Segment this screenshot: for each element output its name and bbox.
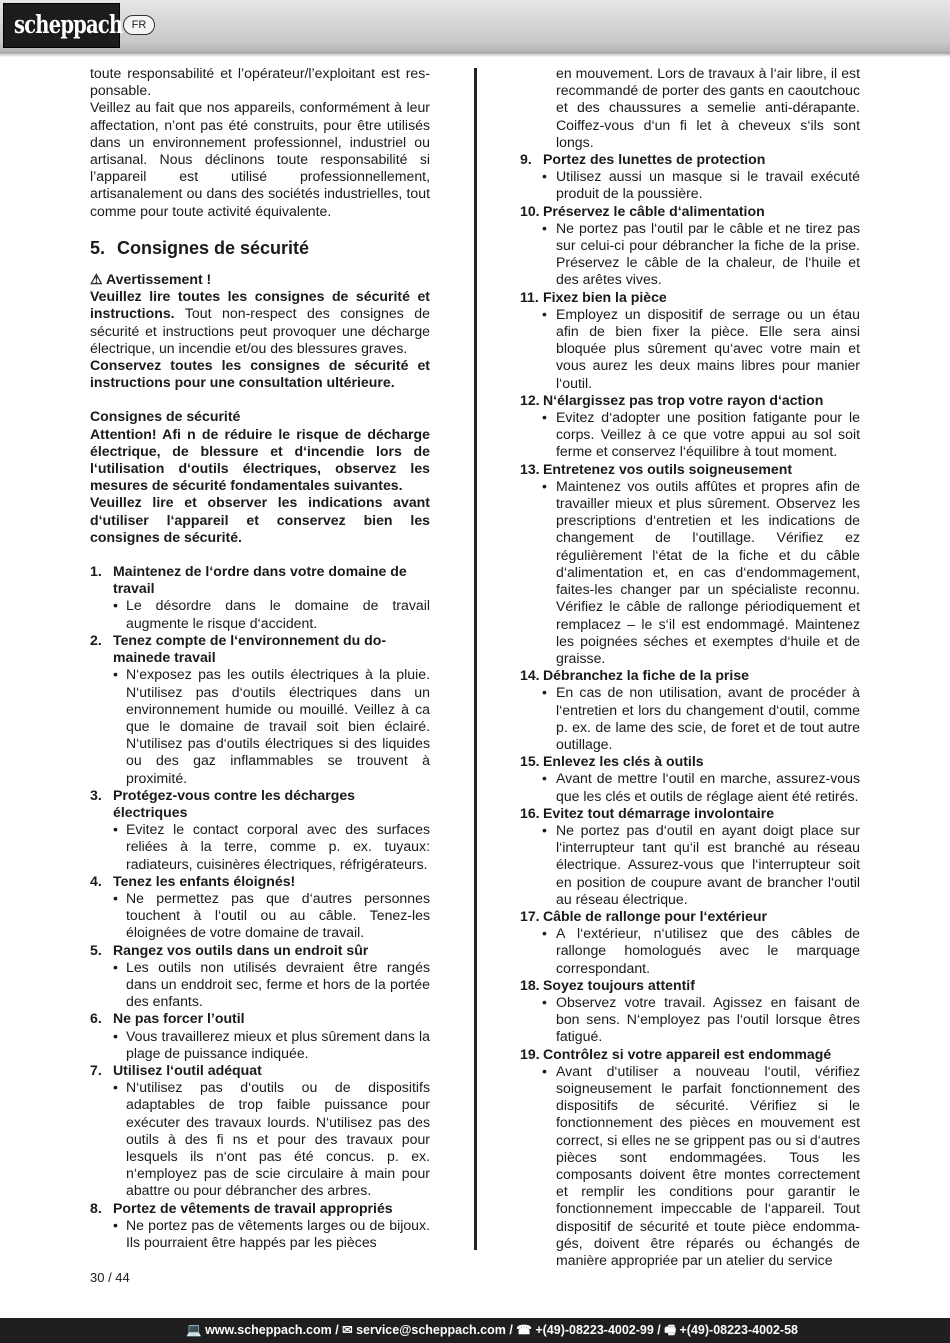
- language-badge: FR: [123, 15, 155, 35]
- safety-item-heading: 14. Débranchez la fiche de la prise: [520, 667, 750, 684]
- safety-item-bullet: • N‘exposez pas les outils électriques à la pluie. N‘utilisez pas d‘outils électriques dans un environnement humide ou mouillé. Veillez à ca que le domaine de travail soit bien éclairé. N‘utilisez pas d‘outils électriques si des liquides ou des gaz inflammables se trouvent à proximité.: [113, 666, 430, 786]
- continued-text: en mouvement. Lors de travaux à l‘air libre, il est recommandé de porter des gants en caoutchouc et des chaussures a semelie anti-dérapante. Coiffez-vous d‘un fi let à cheveux s‘ils sont longs.: [556, 65, 860, 150]
- safety-item-heading: 5. Rangez vos outils dans un endroit sûr: [90, 941, 369, 958]
- safety-item-bullet: • Ne portez pas de vêtements larges ou de bijoux. Ils pourraient être happés par les pièces: [113, 1216, 430, 1250]
- footer-contact: 💻 www.scheppach.com / ✉ service@scheppach.com / ☎ +(49)-08223-4002-99 / 🖷 +(49)-08223-4002-58: [186, 1323, 798, 1337]
- warning-text: Veuillez lire toutes les consignes de sécurité et instructions. Tout non-respect des consignes de sécurité et instructions peut provoquer une décharge électrique, un incendie et/ou des blessures graves.: [90, 288, 430, 356]
- safety-item-bullet: • Evitez d‘adopter une position fatigante pour le corps. Veillez à ce que votre appui au sol soit ferme et conservez l‘équilibre à tout moment.: [542, 409, 860, 460]
- safety-item-heading: 3. Protégez-vous contre les décharges électriques: [90, 786, 356, 820]
- safety-item-heading: 16. Evitez tout démarrage involontaire: [520, 804, 775, 821]
- safety-item-heading: 18. Soyez toujours attentif: [520, 976, 695, 993]
- column-divider: [474, 68, 477, 1250]
- brand-logo: scheppach: [3, 3, 120, 48]
- subsection-title: Consignes de sécurité: [90, 408, 241, 425]
- safety-item-bullet: • En cas de non utilisation, avant de procéder à l‘entretien et lors du changement d‘outil, comme p. ex. de lame des scie, de foret et de tout autre outillage.: [542, 684, 860, 752]
- safety-item-heading: 9. Portez des lunettes de protection: [520, 151, 766, 168]
- safety-item-bullet: • Observez votre travail. Agissez en faisant de bon sens. N‘employez pas l‘outil lorsque êtres fatigué.: [542, 993, 860, 1045]
- page-number: 30 / 44: [90, 1270, 130, 1285]
- safety-item-heading: 11. Fixez bien la pièce: [520, 288, 667, 305]
- safety-item-bullet: • Avant de mettre l‘outil en marche, assurez-vous que les clés et outils de réglage aient été retirés.: [542, 770, 860, 804]
- warning-title: ⚠ Avertissement !: [90, 271, 212, 288]
- intro-text-1: toute responsabilité et l’opérateur/l’exploitant est res-ponsable.: [90, 65, 430, 99]
- read-instructions: Veuillez lire et observer les indications avant d‘utiliser l‘appareil et conservez bien les consignes de sécurité.: [90, 494, 430, 545]
- left-safety-list: [90, 563, 430, 1251]
- header-bar: [0, 0, 950, 54]
- safety-item-bullet: • Ne permettez pas que d‘autres personnes touchent à l‘outil ou au câble. Tenez-les éloignées de votre domaine de travail.: [113, 889, 430, 941]
- right-safety-list: [520, 151, 860, 1269]
- safety-item-bullet: • Le désordre dans le domaine de travail augmente le risque d‘accident.: [113, 597, 430, 631]
- safety-item-heading: 6. Ne pas forcer l’outil: [90, 1010, 245, 1027]
- safety-item-bullet: • Avant d‘utiliser a nouveau l‘outil, vérifiez soigneusement le parfait fonctionnement des dispositifs de sécurité. Vérifiez si le fonctionnement des pièces en mouvement est correct, si elles ne se grippent pas ou si d‘autres pièces sont endommagées. Tous les composants doivent être montes correctement et remplir les conditions pour garantir le fonctionnement impeccable de l‘appareil. Tout dispositif de sécurité et toute pièce endomma-gés, doivent être réparés ou échangés de manière appropriée par un atelier du service: [542, 1062, 860, 1269]
- safety-item-bullet: • Evitez le contact corporal avec des surfaces reliées à la terre, comme p. ex. tuyaux: radiateurs, cuisinères électriques, réfrigérateurs.: [113, 821, 430, 872]
- safety-item-heading: 7. Utilisez l‘outil adéquat: [90, 1061, 262, 1078]
- safety-item-heading: 15. Enlevez les clés à outils: [520, 753, 704, 770]
- warning-keep: Conservez toutes les consignes de sécurité et instructions pour une consultation ultérieure.: [90, 357, 430, 391]
- safety-item-heading: 19. Contrôlez si votre appareil est endommagé: [520, 1045, 832, 1062]
- left-column: [90, 65, 430, 1251]
- safety-item-bullet: • Ne portez pas l‘outil par le câble et ne tirez pas sur celui-ci pour débrancher la fiche de la prise. Préservez le câble de la chaleur, de l‘huile et des arêtes vives.: [542, 219, 860, 288]
- safety-item-heading: 4. Tenez les enfants éloignés!: [90, 872, 296, 889]
- intro-text-2: Veillez au fait que nos appareils, conformément à leur affectation, n’ont pas été construits, pour être utilisés dans un environnement professionnel, industriel ou artisanal. Nous déclinons toute responsabilité si l’appareil est utilisé professionnellement, artisanalement ou dans des sociétés industrielles, tout comme pour toute activité équivalente.: [90, 99, 430, 219]
- safety-item-bullet: • A l‘extérieur, n‘utilisez que des câbles de rallonge homologués avec le marquage correspondant.: [542, 925, 860, 976]
- safety-item-bullet: • Les outils non utilisés devraient être rangés dans un enddroit sec, ferme et hors de la portée des enfants.: [113, 958, 430, 1010]
- safety-item-bullet: • Utilisez aussi un masque si le travail exécuté produit de la poussière.: [542, 168, 860, 202]
- safety-item-heading: 13. Entretenez vos outils soigneusement: [520, 460, 793, 477]
- right-column: [520, 65, 860, 1269]
- safety-item-bullet: • Vous travaillerez mieux et plus sûrement dans la plage de puissance indiquée.: [113, 1027, 430, 1061]
- section-heading: 5. Consignes de sécurité: [90, 237, 310, 258]
- attention-text: Attention! Afi n de réduire le risque de décharge électrique, de blessure et d‘incendie lors de l‘utilisation d‘outils électriques, observez les mesures de sécurité fondamentales suivantes.: [90, 425, 430, 494]
- safety-item-bullet: • Maintenez vos outils affûtes et propres afin de travailler mieux et plus sûrement. Observez les prescriptions d‘entretien et les indications de changement de l‘outillage. Vérifiez ez régulièrement l‘état de la fiche et du câble d‘alimentation et, en cas d‘endommagement, faites-les changer par un spécialiste reconnu. Vérifiez le câble de rallonge périodiquement et remplacez – le s‘il est endommagé. Maintenez les poignées séches et exemptes d‘huile et de graisse.: [542, 477, 860, 666]
- safety-item-bullet: • Ne portez pas d‘outil en ayant doigt place sur l‘interrupteur tant qu‘il est branché au réseau électrique. Assurez-vous que l‘interrupteur soit en position de coupure avant de brancher l‘outil au réseau électrique.: [542, 821, 860, 907]
- safety-item-heading: 12. N‘élargissez pas trop votre rayon d‘action: [520, 391, 824, 408]
- safety-item-heading: 17. Câble de rallonge pour l‘extérieur: [520, 907, 767, 924]
- safety-item-bullet: • N‘utilisez pas d‘outils ou de dispositifs adaptables de trop faible puissance pour exécuter des travaux lourds. N‘utilisez pas des outils à des fi ns et pour des travaux pour lesquels ils n‘ont pas été concus. p. ex. n‘employez pas de scie circulaire à main pour abattre ou pour débrancher des arbres.: [113, 1079, 430, 1199]
- footer-bar: [0, 1318, 950, 1343]
- safety-item-heading: 1. Maintenez de l‘ordre dans votre domaine de travail: [90, 563, 407, 597]
- safety-item-heading: 8. Portez de vêtements de travail appropriés: [90, 1199, 393, 1216]
- safety-item-heading: 2. Tenez compte de l‘environnement du do-mainede travail: [90, 631, 387, 666]
- safety-item-bullet: • Employez un dispositif de serrage ou un étau afin de bien fixer la pièce. Elle sera ainsi bloquée plus sûrement qu‘avec votre main et vous aurez les deux mains libres pour manier l‘outil.: [542, 305, 860, 391]
- safety-item-heading: 10. Préservez le câble d‘alimentation: [520, 202, 765, 219]
